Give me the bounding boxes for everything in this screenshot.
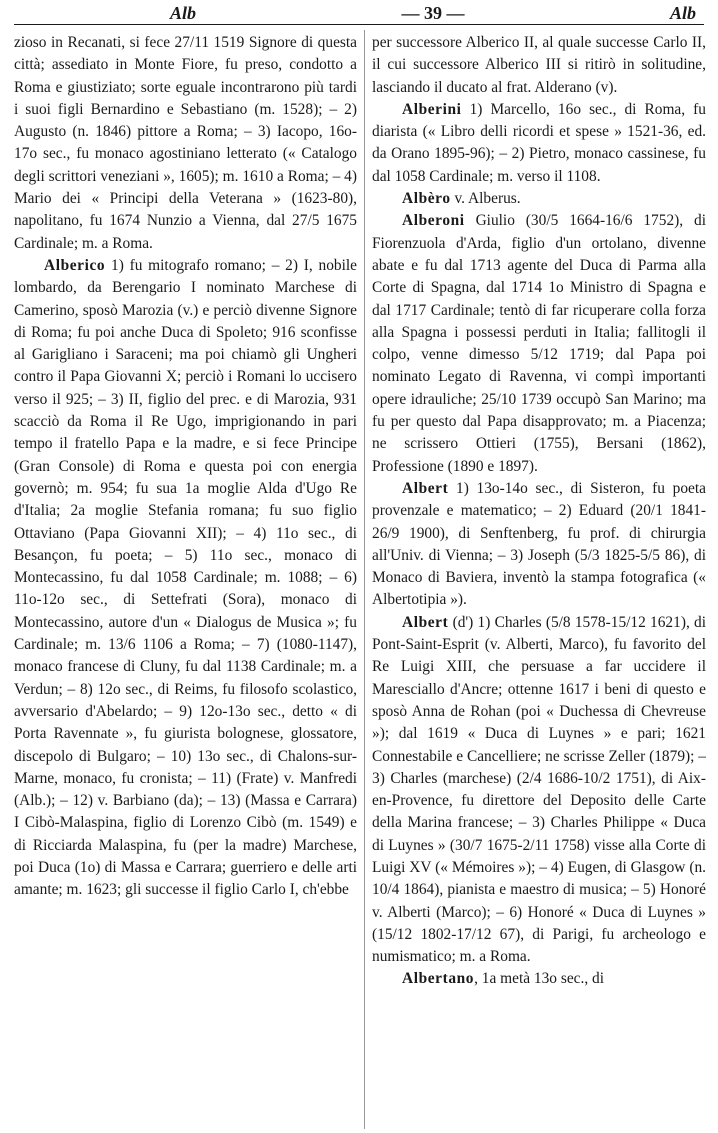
page-number: — 39 — bbox=[401, 2, 465, 23]
entry-paragraph bbox=[372, 99, 706, 188]
entry-headword: Albert bbox=[402, 479, 449, 497]
entry-headword: Albèro bbox=[402, 190, 451, 208]
entry-text: , 1a metà 13o sec., di bbox=[474, 970, 605, 988]
entry-paragraph bbox=[372, 32, 706, 99]
entry-text: 1) Marcello, 16o sec., di Roma, fu diarista (« Libro delli ricordi et spese » 1521-36, ed. da Orano 1895-96); – 2) Pietro, monaco cassinese, fu dal 1058 Cardinale; m. verso il 1108. bbox=[372, 100, 706, 185]
entry-paragraph bbox=[372, 188, 706, 210]
entry-paragraph bbox=[14, 255, 357, 902]
entry-text: Giulio (30/5 1664-16/6 1752), di Fiorenzuola d'Arda, figlio d'un ortolano, divenne abate e fu dal 1713 agente del Duca di Parma alla Corte di Spagna, dal 1714 1o Ministro di Spagna e dal 1717 Cardinale; tentò di far ricuperare colla forza alla Spagna i possessi perduti in Italia; fallitogli il colpo, venne dimesso 5/12 1719; dal Papa poi nominato Legato di Ravenna, vi compì importanti opere idrauliche; 25/10 1739 occupò San Marino; ma fu per questo dal Papa disapprovato; m. a Piacenza; ne scrissero Ottieri (1755), Bersani (1862), Professione (1890 e 1897). bbox=[372, 212, 706, 475]
column-divider bbox=[364, 30, 365, 1129]
entry-paragraph bbox=[372, 210, 706, 478]
entry-text: per successore Alberico II, al quale successe Carlo II, il cui successore Alberico III si ritirò in solitudine, lasciando il ducato al frat. Alderano (v). bbox=[372, 34, 706, 96]
entry-paragraph bbox=[372, 612, 706, 969]
left-column bbox=[14, 32, 357, 1129]
entry-headword: Alberoni bbox=[402, 212, 465, 230]
entry-text: (d') 1) Charles (5/8 1578-15/12 1621), di Pont-Saint-Esprit (v. Alberti, Marco), fu favorito del Re Luigi XIII, che persuase a far uccidere il Maresciallo d'Ancre; ottenne 1617 i beni di questo e sposò Anna de Rohan (poi « Duchessa di Chevreuse »); dal 1619 « Duca di Luynes » e pari; 1621 Connestabile e Cancelliere; ne scrisse Zeller (1879); – 3) Charles (marchese) (2/4 1686-10/2 1751), di Aix-en-Provence, fu direttore del Deposito delle Carte della Marina francese; – 3) Charles Philippe « Duca di Luynes » (30/7 1675-2/11 1758) visse alla Corte di Luigi XV (« Mémoires »); – 4) Eugen, di Glasgow (n. 10/4 1864), pianista e maestro di musica; – 5) Honoré v. Alberti (Marco); – 6) Honoré « Duca di Luynes » (15/12 1802-17/12 67), di Parigi, fu archeologo e numismatico; m. a Roma. bbox=[372, 613, 706, 966]
entry-headword: Albertano bbox=[402, 970, 475, 988]
entry-headword: Alberico bbox=[44, 256, 106, 274]
entry-text: 1) fu mitografo romano; – 2) I, nobile lombardo, da Berengario I nominato Marchese di Camerino, sposò Marozia (v.) e perciò divenne Signore di Roma; fu poi anche Duca di Spoleto; 916 sconfisse al Garigliano i Saraceni; ma poi chiamò gli Ungheri contro il Papa Giovanni X; perciò i Romani lo uccisero verso il 925; – 3) II, figlio del prec. e di Marozia, 931 scacciò da Roma il Re Ugo, imprigionando in pari tempo il fratello Papa e la madre, e si fece Principe (Gran Console) di Roma e questa poi con energia governò; m. 954; fu sua 1a moglie Alda d'Ugo Re d'Italia; 2a moglie Stefania romana; fu suo figlio Ottaviano (Papa Giovanni XII); – 4) 11o sec., di Besançon, fu poeta; – 5) 11o sec., monaco di Montecassino, fu dal 1058 Cardinale; m. 1088; – 6) 11o-12o sec., di Settefrati (Sora), monaco di Montecassino, autore d'un « Dialogus de Musica »; fu Cardinale; m. 13/6 1106 a Roma; – 7) (1080-1147), monaco francese di Cluny, fu dal 1138 Cardinale; m. a Verdun; – 8) 12o sec., di Reims, fu filosofo scolastico, avversario d'Abelardo; – 9) 12o-13o sec., detto « di Porta Ravennate », fu giurista bolognese, glossatore, discepolo di Bulgaro; – 10) 13o sec., di Chalons-sur-Marne, monaco, fu cronista; – 11) (Frate) v. Manfredi (Alb.); – 12) v. Barbiano (da); – 13) (Massa e Carrara) I Cibò-Malaspina, figlio di Lorenzo Cibò (m. 1549) e di Ricciarda Malaspina, fu (per la madre) Marchese, poi Duca (1o) di Massa e Carrara; guerriero e delle arti amante; m. 1623; gli successe il figlio Carlo I, ch'ebbe bbox=[14, 256, 357, 899]
entry-paragraph bbox=[14, 32, 357, 255]
entry-text: zioso in Recanati, si fece 27/11 1519 Signore di questa città; assediato in Monte Fiore, fu preso, condotto a Roma e giustiziato; sorte eguale incontrarono più tardi i suoi figli Bernardino e Sebastiano (m. 1528); – 2) Augusto (n. 1846) pittore a Roma; – 3) Iacopo, 16o-17o sec., fu monaco agostiniano letterato (« Catalogo degli scrittori veneziani », 1605); m. 1610 a Roma; – 4) Mario dei « Principi della Veterana » (1623-80), napolitano, fu 1674 Nunzio a Vienna, dal 27/5 1675 Cardinale; m. a Roma. bbox=[14, 34, 357, 252]
page-header bbox=[14, 2, 704, 25]
entry-paragraph bbox=[372, 968, 706, 990]
header-right-keyword: Alb bbox=[669, 2, 696, 23]
entry-text: 1) 13o-14o sec., di Sisteron, fu poeta provenzale e matematico; – 2) Eduard (20/1 1841-26/9 1900), di Senftenberg, fu prof. di chirurgia all'Univ. di Vienna; – 3) Joseph (5/3 1825-5/5 86), di Monaco di Baviera, inventò la stampa fotografica (« Albertotipia »). bbox=[372, 479, 706, 609]
header-left-keyword: Alb bbox=[170, 2, 197, 23]
right-column bbox=[372, 32, 706, 1129]
entry-text: v. Alberus. bbox=[450, 190, 521, 208]
entry-headword: Albert bbox=[402, 613, 449, 631]
entry-paragraph bbox=[372, 478, 706, 612]
entry-headword: Alberini bbox=[402, 100, 462, 118]
